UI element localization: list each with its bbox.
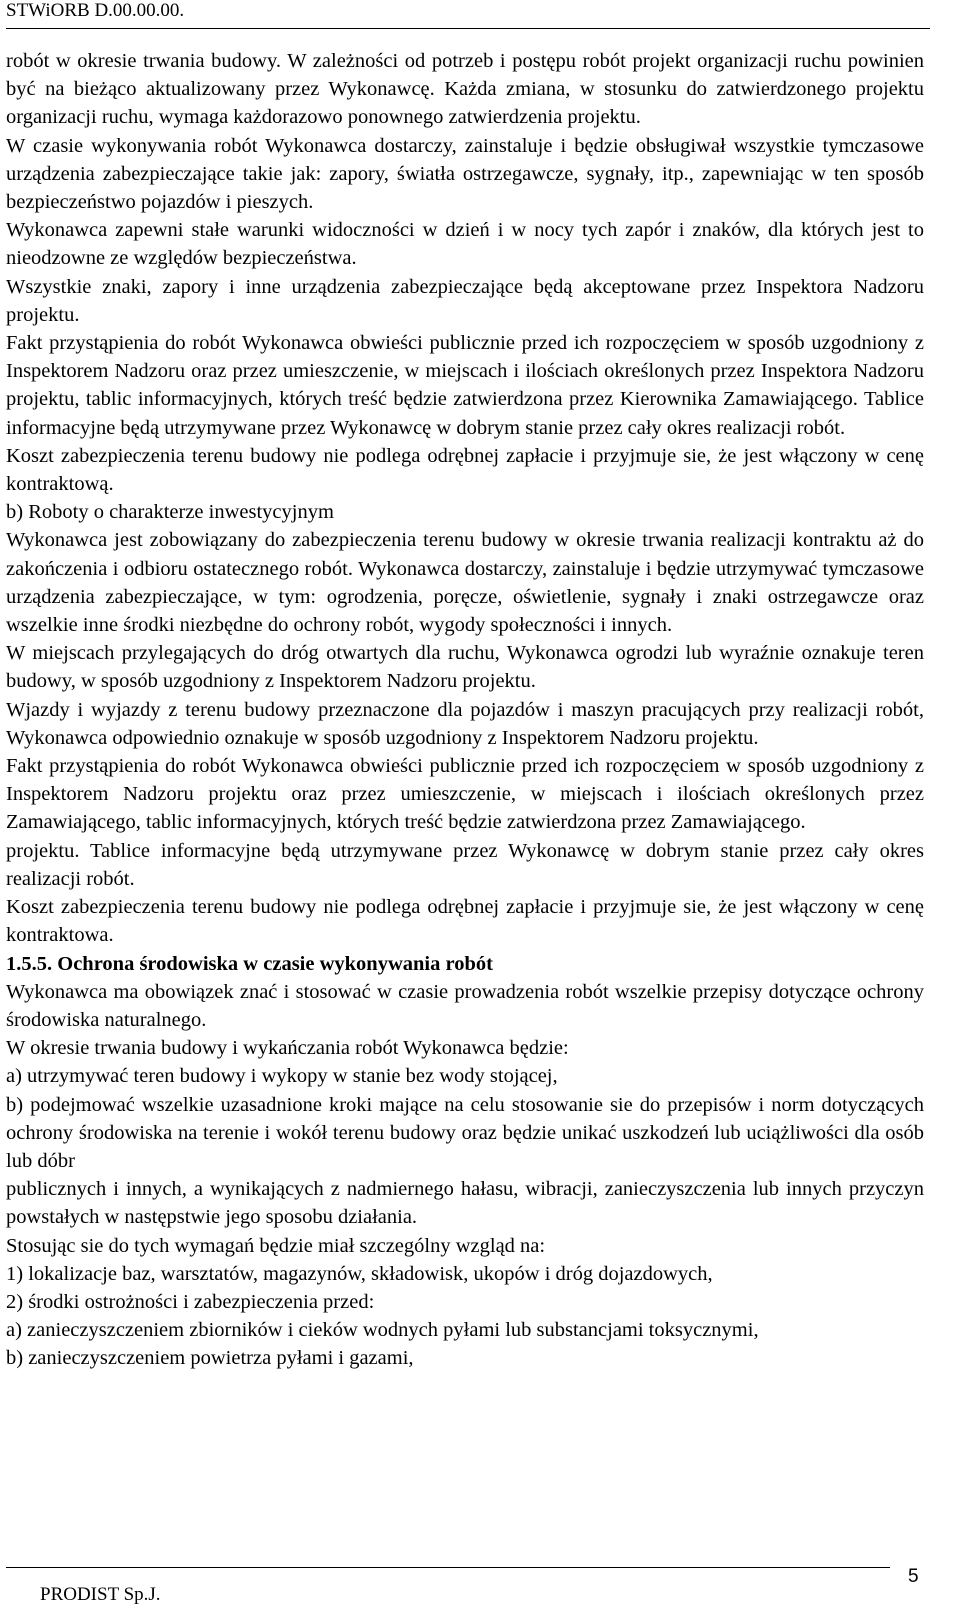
list-item: a) utrzymywać teren budowy i wykopy w stanie bez wody stojącej, (6, 1065, 558, 1088)
paragraph: Stosując sie do tych wymagań będzie miał szczególny wzgląd na: (6, 1234, 546, 1257)
header-rule (6, 28, 930, 29)
paragraph: Wszystkie znaki, zapory i inne urządzenia zabezpieczające będą akceptowane przez Inspektora Nadzoru projektu. (6, 275, 924, 326)
footer-company: PRODIST Sp.J. (40, 1584, 161, 1605)
paragraph: Wjazdy i wyjazdy z terenu budowy przeznaczone dla pojazdów i maszyn pracujących przy realizacji robót, Wykonawca odpowiednio oznakuje w sposób uzgodniony z Inspektorem Nadzoru projektu. (6, 698, 924, 749)
section-heading: 1.5.5. Ochrona środowiska w czasie wykonywania robót (6, 952, 493, 975)
list-item: b) zanieczyszczeniem powietrza pyłami i gazami, (6, 1347, 414, 1370)
page-header: STWiORB D.00.00.00. (6, 0, 185, 21)
paragraph: W miejscach przylegających do dróg otwartych dla ruchu, Wykonawca ogrodzi lub wyraźnie oznakuje teren budowy, w sposób uzgodniony z Inspektorem Nadzoru projektu. (6, 642, 924, 693)
paragraph: W czasie wykonywania robót Wykonawca dostarczy, zainstaluje i będzie obsługiwał wszystkie tymczasowe urządzenia zabezpieczające takie jak: zapory, światła ostrzegawcze, sygnały, itp., zapewniając w ten sposób bezpieczeństwo pojazdów i pieszych. (6, 134, 924, 214)
subsection-label: b) Roboty o charakterze inwestycyjnym (6, 501, 334, 524)
paragraph: publicznych i innych, a wynikających z nadmiernego hałasu, wibracji, zanieczyszczenia lub innych przyczyn powstałych w następstwie jego sposobu działania. (6, 1178, 924, 1229)
paragraph: projektu. Tablice informacyjne będą utrzymywane przez Wykonawcę w dobrym stanie przez cały okres realizacji robót. (6, 839, 924, 890)
paragraph: Koszt zabezpieczenia terenu budowy nie podlega odrębnej zapłacie i przyjmuje sie, że jest włączony w cenę kontraktową. (6, 444, 924, 496)
page-number: 5 (908, 1566, 919, 1587)
paragraph: W okresie trwania budowy i wykańczania robót Wykonawca będzie: (6, 1037, 569, 1060)
paragraph: Fakt przystąpienia do robót Wykonawca obwieści publicznie przed ich rozpoczęciem w sposób uzgodniony z Inspektorem Nadzoru projektu oraz przez umieszczenie, w miejscach i ilościach określonych przez Zamawiającego, tablic informacyjnych, których treść będzie zatwierdzona przez Zamawiającego. (6, 755, 924, 834)
paragraph: Fakt przystąpienia do robót Wykonawca obwieści publicznie przed ich rozpoczęciem w sposób uzgodniony z Inspektorem Nadzoru oraz przez umieszczenie, w miejscach i ilościach określonych przez Inspektora Nadzoru projektu, tablic informacyjnych, których treść będzie zatwierdzona przez Kierownika Zamawiającego. Tablice informacyjne będą utrzymywane przez Wykonawcę w dobrym stanie przez cały okres realizacji robót. (6, 332, 924, 439)
list-item: a) zanieczyszczeniem zbiorników i cieków wodnych pyłami lub substancjami toksycznymi, (6, 1319, 759, 1342)
list-item: 1) lokalizacje baz, warsztatów, magazynów, składowisk, ukopów i dróg dojazdowych, (6, 1262, 713, 1285)
paragraph: Wykonawca jest zobowiązany do zabezpieczenia terenu budowy w okresie trwania realizacji kontraktu aż do zakończenia i odbioru ostatecznego robót. Wykonawca dostarczy, zainstaluje i będzie utrzymywać tymczasowe urządzenia zabezpieczające, w tym: ogrodzenia, poręcze, oświetlenie, sygnały i znaki ostrzegawcze oraz wszelkie inne środki niezbędne do ochrony robót, wygody społeczności i innych. (6, 529, 924, 637)
list-item: b) podejmować wszelkie uzasadnione kroki mające na celu stosowanie sie do przepisów i norm dotyczących ochrony środowiska na terenie i wokół terenu budowy oraz będzie unikać uszkodzeń lub uciążliwości dla osób lub dóbr (6, 1093, 924, 1172)
document-body (6, 47, 924, 1373)
list-item: 2) środki ostrożności i zabezpieczenia przed: (6, 1290, 375, 1313)
footer-rule (6, 1567, 890, 1568)
paragraph: Wykonawca zapewni stałe warunki widoczności w dzień i w nocy tych zapór i znaków, dla których jest to nieodzowne ze względów bezpieczeństwa. (6, 219, 924, 270)
paragraph: Koszt zabezpieczenia terenu budowy nie podlega odrębnej zapłacie i przyjmuje sie, że jest włączony w cenę kontraktowa. (6, 896, 924, 947)
paragraph: Wykonawca ma obowiązek znać i stosować w czasie prowadzenia robót wszelkie przepisy dotyczące ochrony środowiska naturalnego. (6, 980, 924, 1031)
paragraph: robót w okresie trwania budowy. W zależności od potrzeb i postępu robót projekt organizacji ruchu powinien być na bieżąco aktualizowany przez Wykonawcę. Każda zmiana, w stosunku do zatwierdzonego projektu organizacji ruchu, wymaga każdorazowo ponownego zatwierdzenia projektu. (6, 50, 924, 129)
